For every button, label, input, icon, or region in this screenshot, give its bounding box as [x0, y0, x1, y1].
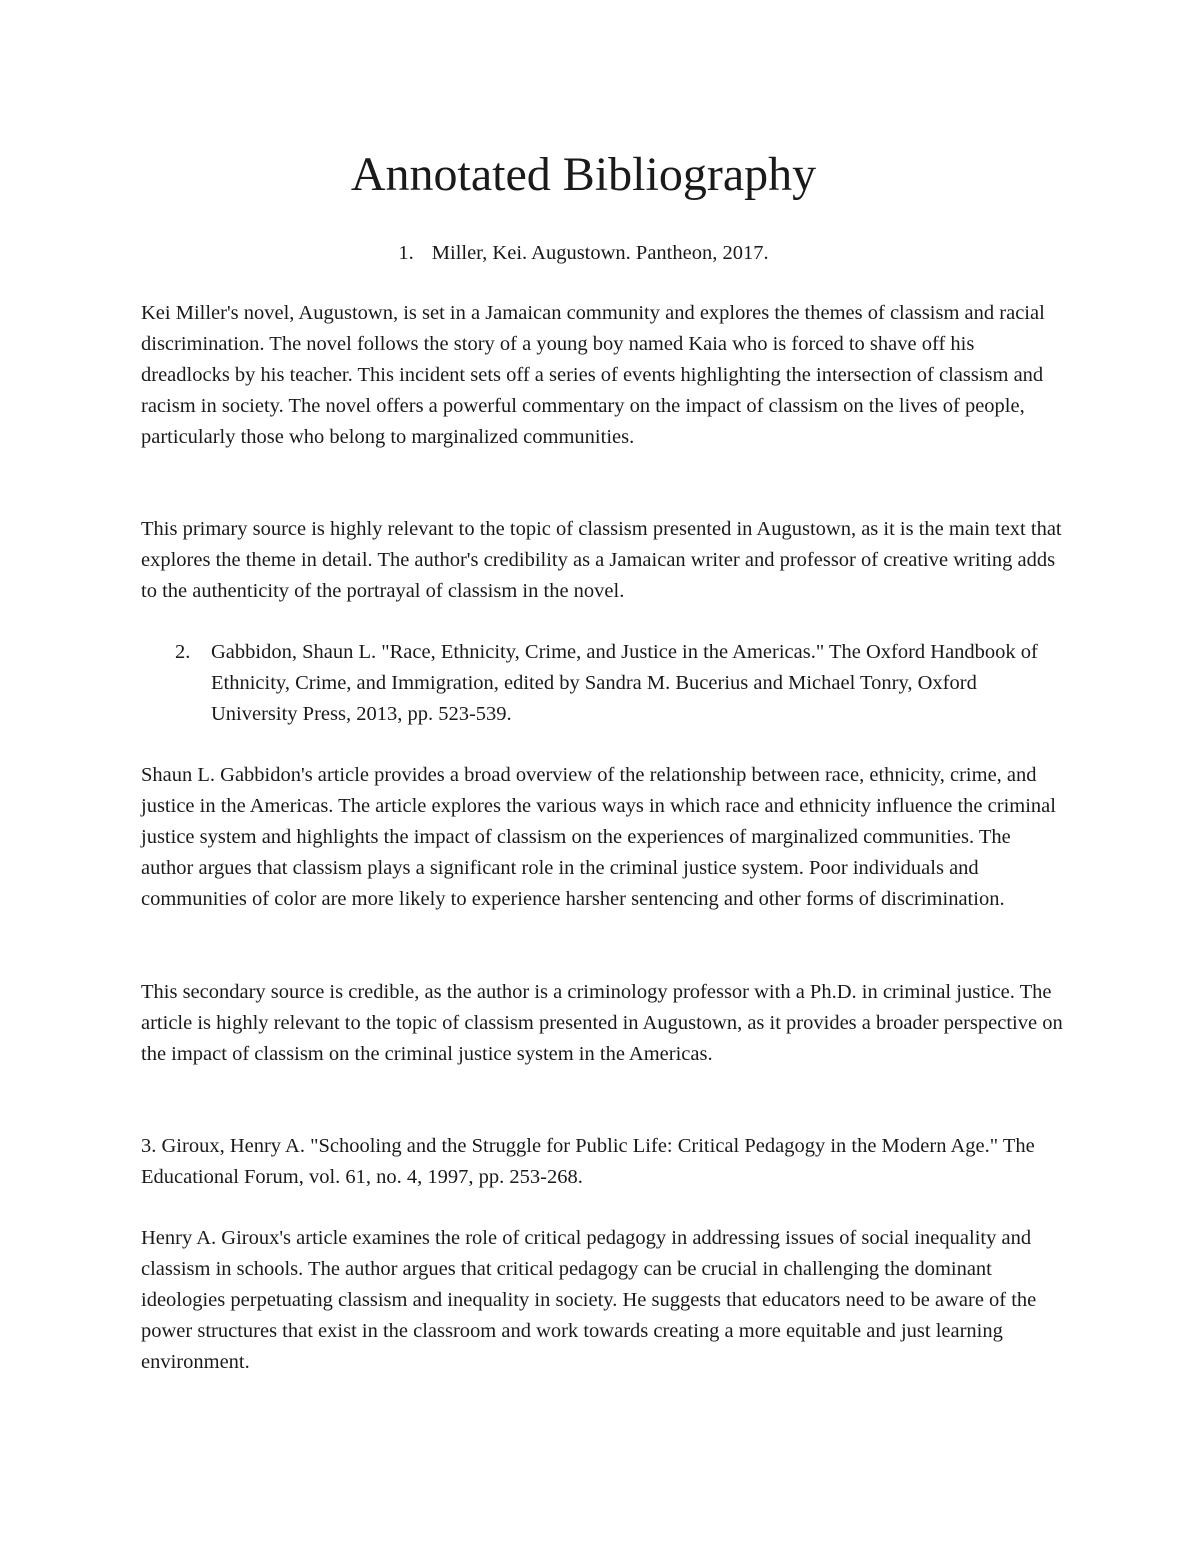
annotation-1-summary: Kei Miller's novel, Augustown, is set in a Jamaican community and explores the themes of classism and racial discrimination. The novel follows the story of a young boy named Kaia who is forced to shave off his dreadlocks by his teacher. This incident sets off a series of events highlighting the intersection of classism and racism in society. The novel offers a powerful commentary on the impact of classism on the lives of people, particularly those who belong to marginalized communities.: [141, 302, 1045, 448]
citation-1: [0, 238, 1167, 269]
annotation-2-summary: Shaun L. Gabbidon's article provides a broad overview of the relationship between race, ethnicity, crime, and justice in the Americas. The article explores the various ways in which race and ethnicity influence the criminal justice system and highlights the impact of classism on the experiences of marginalized communities. The author argues that classism plays a significant role in the criminal justice system. Poor individuals and communities of color are more likely to experience harsher sentencing and other forms of discrimination.: [141, 764, 1056, 910]
citation-1-text: Miller, Kei. Augustown. Pantheon, 2017.: [431, 242, 769, 264]
page-title: Annotated Bibliography: [350, 148, 817, 201]
citation-3-text: Giroux, Henry A. "Schooling and the Struggle for Public Life: Critical Pedagogy in the Modern Age." The Educational Forum, vol. 61, no. 4, 1997, pp. 253-268.: [141, 1135, 1035, 1188]
citation-2: [141, 637, 1066, 730]
citation-1-number: 1.: [398, 242, 414, 264]
citation-2-number: 2.: [175, 641, 191, 663]
annotation-1-evaluation: This primary source is highly relevant to the topic of classism presented in Augustown, as it is the main text that explores the theme in detail. The author's credibility as a Jamaican writer and professor of creative writing adds to the authenticity of the portrayal of classism in the novel.: [141, 518, 1062, 602]
annotation-2-evaluation: This secondary source is credible, as the author is a criminology professor with a Ph.D. in criminal justice. The article is highly relevant to the topic of classism presented in Augustown, as it provides a broader perspective on the impact of classism on the criminal justice system in the Americas.: [141, 981, 1063, 1065]
citation-3: [141, 1131, 1066, 1193]
annotation-3-summary: Henry A. Giroux's article examines the role of critical pedagogy in addressing issues of social inequality and classism in schools. The author argues that critical pedagogy can be crucial in challenging the dominant ideologies perpetuating classism and inequality in society. He suggests that educators need to be aware of the power structures that exist in the classroom and work towards creating a more equitable and just learning environment.: [141, 1227, 1037, 1373]
citation-2-text: Gabbidon, Shaun L. "Race, Ethnicity, Crime, and Justice in the Americas." The Oxford Handbook of Ethnicity, Crime, and Immigration, edited by Sandra M. Bucerius and Michael Tonry, Oxford University Press, 2013, pp. 523-539.: [211, 641, 1038, 725]
citation-3-number: 3.: [141, 1135, 157, 1157]
